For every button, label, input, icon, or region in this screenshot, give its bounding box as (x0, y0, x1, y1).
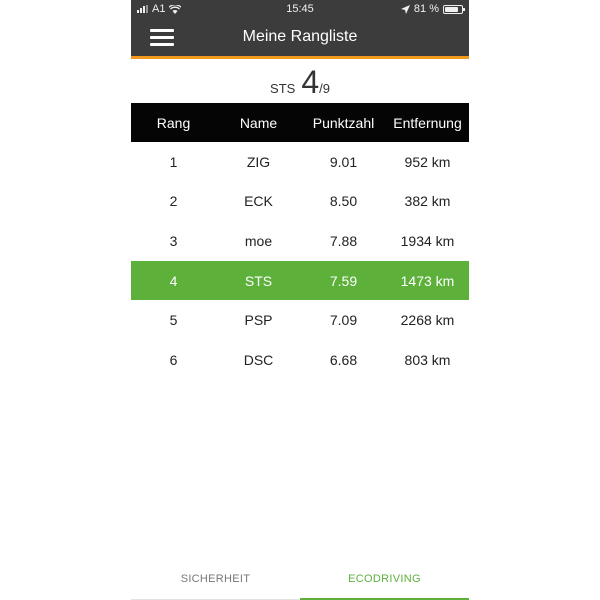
row-score: 7.09 (329, 312, 358, 329)
row-name: DSC (243, 351, 274, 368)
row-rank: 3 (169, 232, 178, 249)
bottom-tab-bar (131, 562, 469, 600)
row-name: ZIG (246, 153, 271, 170)
row-rank: 2 (169, 193, 178, 210)
own-rank-position: 4 (301, 64, 320, 100)
row-rank: 5 (169, 312, 178, 329)
header-name: Name (239, 114, 278, 131)
header-accent-line (131, 56, 469, 59)
battery-percent: 81 % (413, 3, 439, 15)
row-distance: 382 km (404, 193, 451, 210)
table-row[interactable] (131, 142, 469, 182)
table-row[interactable] (131, 340, 469, 380)
status-time: 15:45 (286, 3, 314, 15)
row-rank: 1 (169, 153, 178, 170)
header-punktzahl: Punktzahl (312, 114, 375, 131)
header-rang: Rang (156, 114, 191, 131)
row-name: ECK (244, 193, 273, 210)
status-right (401, 3, 463, 15)
table-row[interactable] (131, 221, 469, 261)
page-title: Meine Rangliste (242, 28, 358, 45)
ranking-table (131, 103, 469, 380)
row-distance: 803 km (404, 351, 451, 368)
row-distance: 1934 km (400, 232, 455, 249)
own-rank-display (131, 64, 469, 101)
status-bar (131, 0, 469, 19)
carrier-label: A1 (152, 3, 166, 15)
app-header (131, 19, 469, 56)
battery-fill (445, 7, 458, 12)
row-rank: 6 (169, 351, 178, 368)
row-distance: 2268 km (400, 312, 455, 329)
row-name: PSP (244, 312, 273, 329)
row-score: 7.88 (329, 232, 358, 249)
row-distance: 952 km (404, 153, 451, 170)
row-name: STS (244, 272, 273, 289)
row-score: 6.68 (329, 351, 358, 368)
table-header (131, 103, 469, 142)
table-row-highlighted[interactable] (131, 261, 469, 301)
location-arrow-icon (401, 5, 410, 14)
row-score: 7.59 (329, 272, 358, 289)
table-row[interactable] (131, 300, 469, 340)
row-score: 8.50 (329, 193, 358, 210)
app-screen (131, 0, 469, 600)
tab-ecodriving[interactable]: ECODRIVING (300, 562, 469, 600)
own-name: STS (270, 81, 296, 96)
table-row[interactable] (131, 182, 469, 222)
rank-total: /9 (319, 81, 330, 96)
header-entfernung: Entfernung (393, 114, 462, 131)
row-name: moe (244, 232, 273, 249)
row-score: 9.01 (329, 153, 358, 170)
battery-icon (443, 5, 463, 14)
row-distance: 1473 km (400, 272, 455, 289)
tab-sicherheit[interactable]: SICHERHEIT (131, 562, 300, 600)
row-rank: 4 (169, 272, 178, 289)
